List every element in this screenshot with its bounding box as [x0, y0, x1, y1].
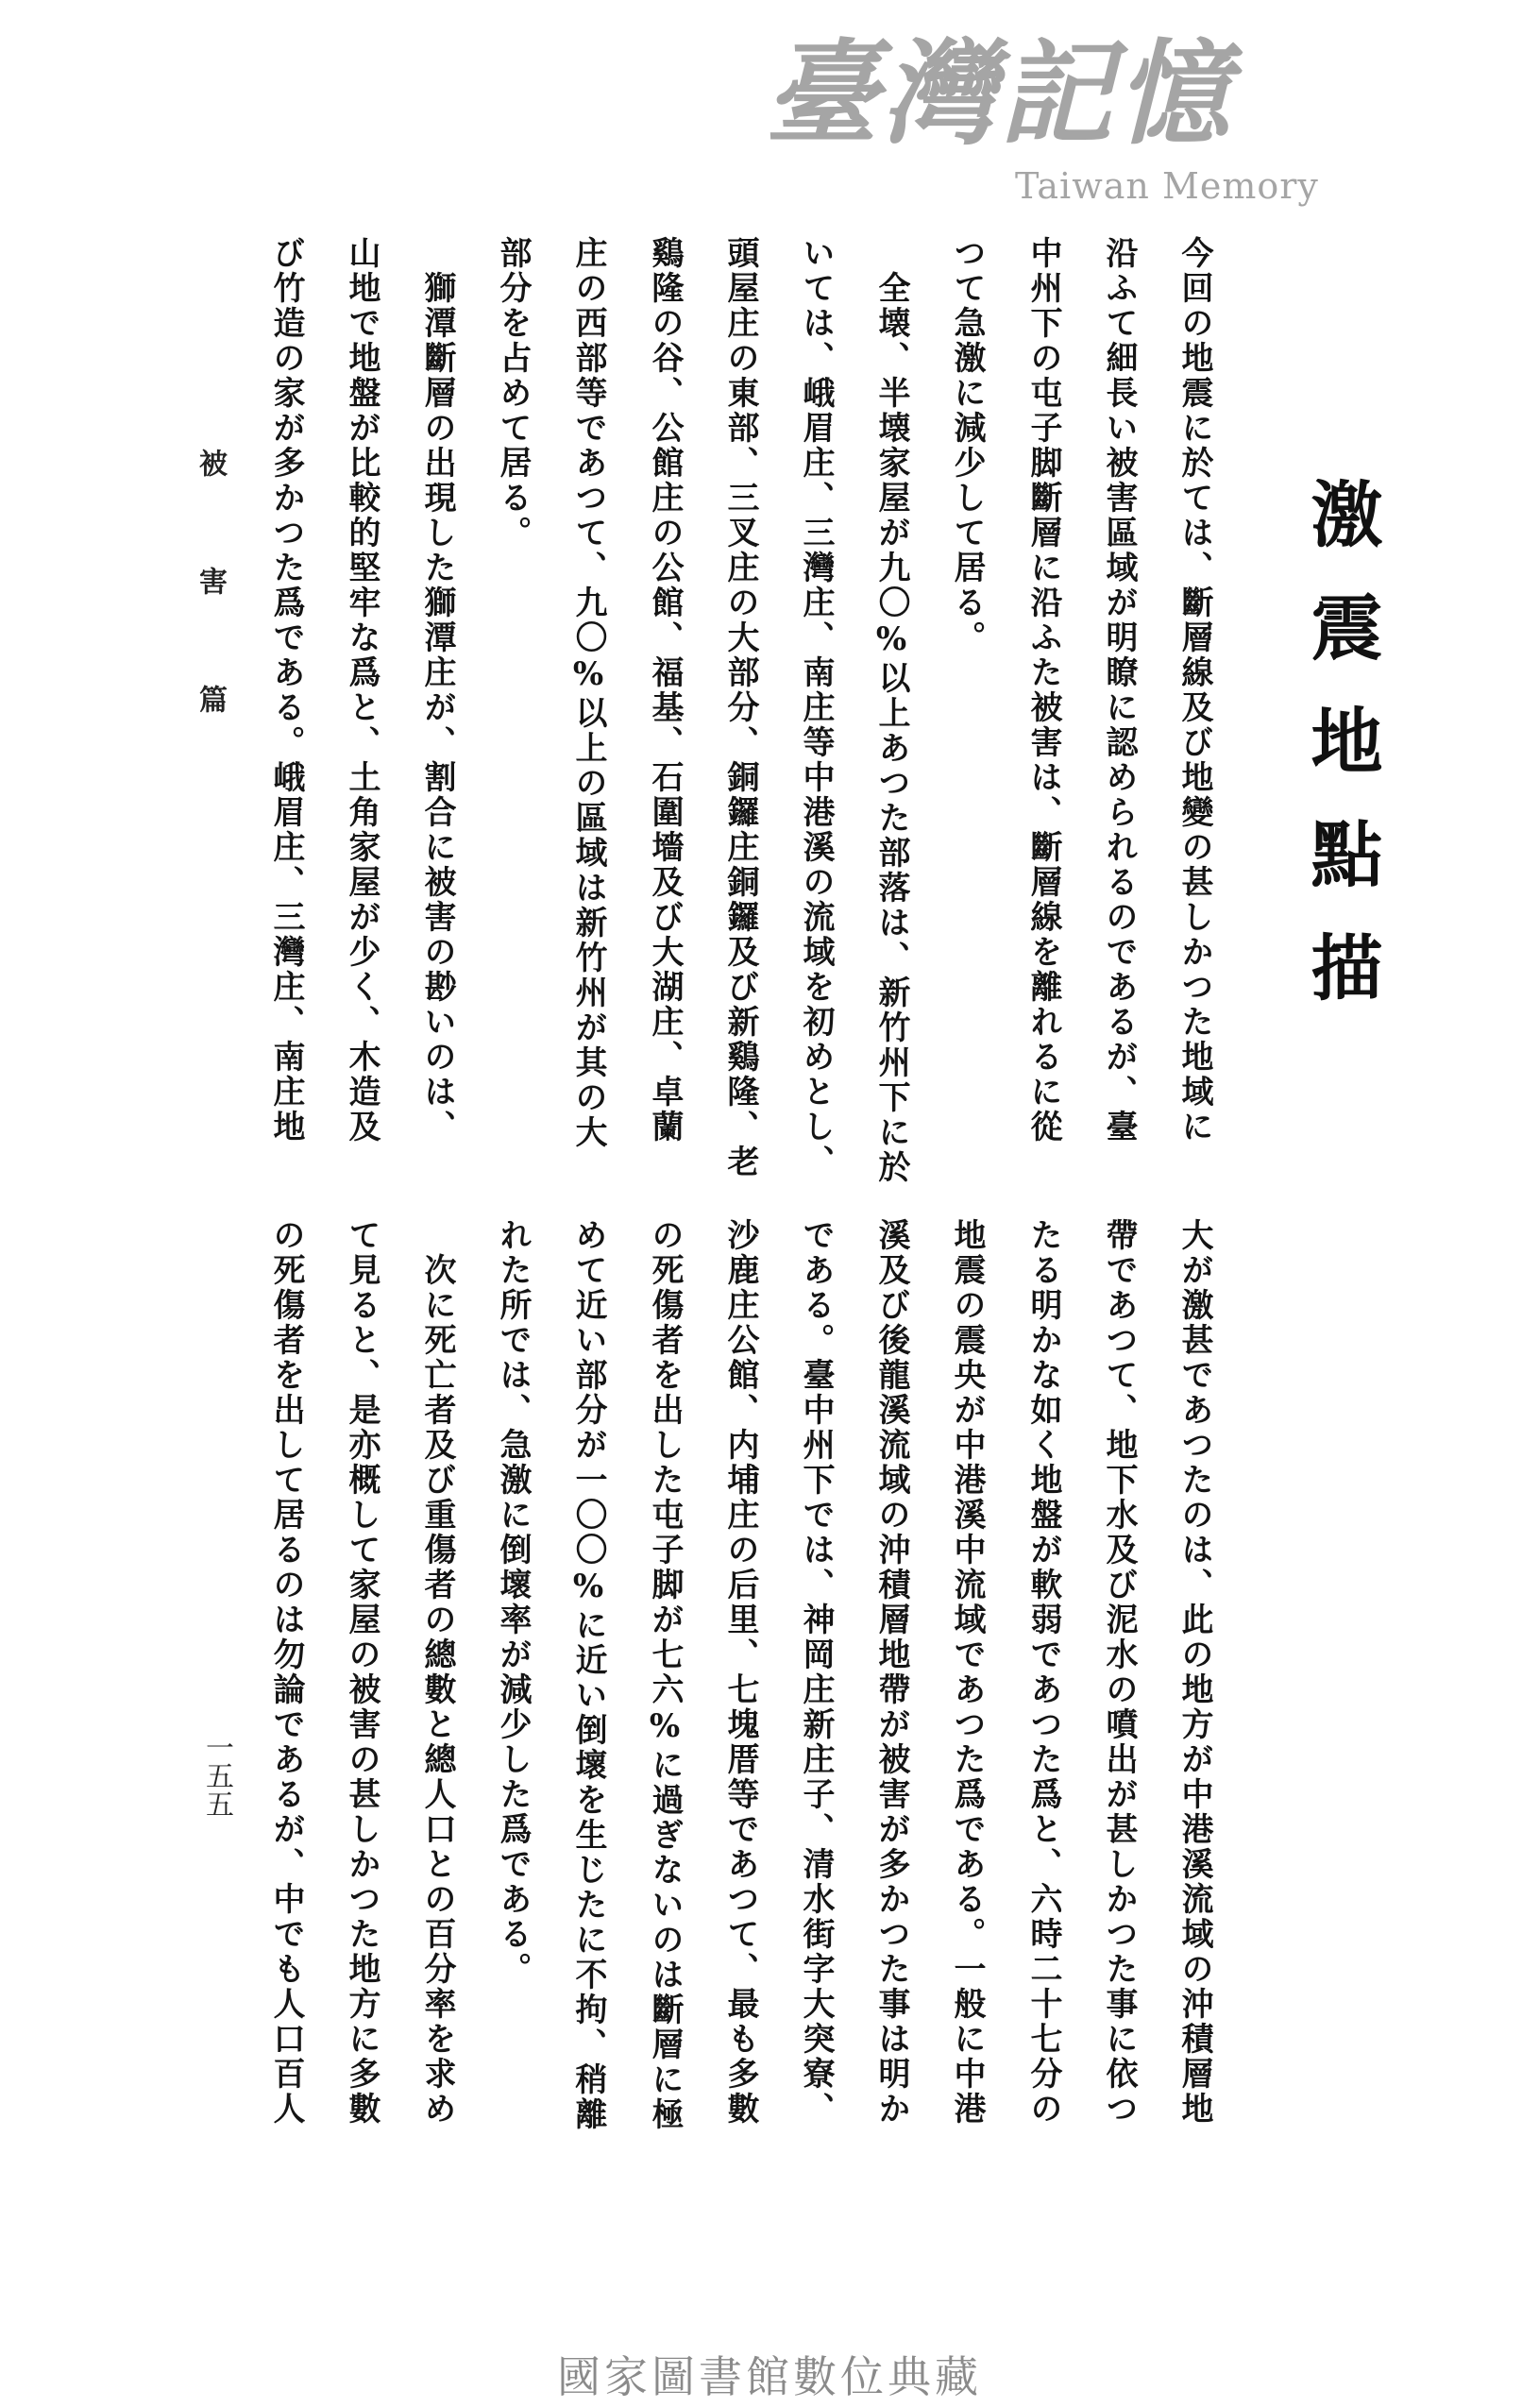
text-column: めて近い部分が一〇〇%に近い倒壞を生じたに不拘、稍離 — [569, 1218, 607, 2132]
text-column: 全壊、半壊家屋が九〇%以上あつた部落は、新竹州下に於 — [872, 271, 910, 1185]
text-column: 大が激甚であつたのは、此の地方が中港溪流域の沖積層地 — [1175, 1218, 1213, 2127]
running-footer-section: 被害篇 — [194, 449, 227, 803]
text-column: 庄の西部等であつて、九〇%以上の區域は新竹州が其の大 — [569, 236, 607, 1150]
text-column: 地震の震央が中港溪中流域であつた爲である。一般に中港 — [948, 1218, 986, 2127]
text-column: 帶であつて、地下水及び泥水の噴出が甚しかつた事に依つ — [1100, 1218, 1138, 2127]
text-column: 頭屋庄の東部、三叉庄の大部分、銅鑼庄銅鑼及び新鷄隆、老 — [721, 236, 759, 1179]
text-column: 獅潭斷層の出現した獅潭庄が、割合に被害の尠いのは、 — [418, 271, 456, 1145]
text-column: 鷄隆の谷、公館庄の公館、福基、石圍墻及び大湖庄、卓蘭 — [646, 236, 684, 1145]
text-column: である。臺中州下では、神岡庄新庄子、清水街字大突寮、 — [797, 1218, 835, 2127]
text-column: 部分を占めて居る。 — [494, 236, 532, 551]
text-column: いては、峨眉庄、三灣庄、南庄等中港溪の流域を初めとし、 — [797, 236, 835, 1179]
text-column: つて急激に減少して居る。 — [948, 236, 986, 655]
watermark-logo-english: Taiwan Memory — [1015, 165, 1319, 207]
text-column: 溪及び後龍溪流域の沖積層地帶が被害が多かつた事は明か — [872, 1218, 910, 2127]
text-column: の死傷者を出した屯子脚が七六%に過ぎないのは斷層に極 — [646, 1218, 684, 2132]
archive-caption: 國家圖書館數位典藏 — [557, 2351, 982, 2402]
text-column: 沿ふて細長い被害區域が明瞭に認められるのであるが、臺 — [1100, 236, 1138, 1145]
text-column: 次に死亡者及び重傷者の總數と總人口との百分率を求め — [418, 1253, 456, 2127]
text-column: たる明かな如く地盤が軟弱であつた爲と、六時二十七分の — [1024, 1218, 1062, 2127]
watermark-logo: 臺灣記憶 — [765, 27, 1233, 161]
text-column: れた所では、急激に倒壞率が減少した爲である。 — [494, 1218, 532, 1987]
section-title: 激震地點描 — [1299, 477, 1383, 1043]
text-column: 山地で地盤が比較的堅牢な爲と、土角家屋が少く、木造及 — [343, 236, 381, 1145]
text-column: 沙鹿庄公館、内埔庄の后里、七塊厝等であつて、最も多數 — [721, 1218, 759, 2127]
text-column: の死傷者を出して居るのは勿論であるが、中でも人口百人 — [267, 1218, 305, 2127]
text-column: び竹造の家が多かつた爲である。峨眉庄、三灣庄、南庄地 — [267, 236, 305, 1145]
text-column: て見ると、是亦概して家屋の被害の甚しかつた地方に多數 — [343, 1218, 381, 2127]
text-column: 今回の地震に於ては、斷層線及び地變の甚しかつた地域に — [1175, 236, 1213, 1145]
page-number: 一五五 — [200, 1733, 233, 1818]
text-column: 中州下の屯子脚斷層に沿ふた被害は、斷層線を離れるに從 — [1024, 236, 1062, 1145]
